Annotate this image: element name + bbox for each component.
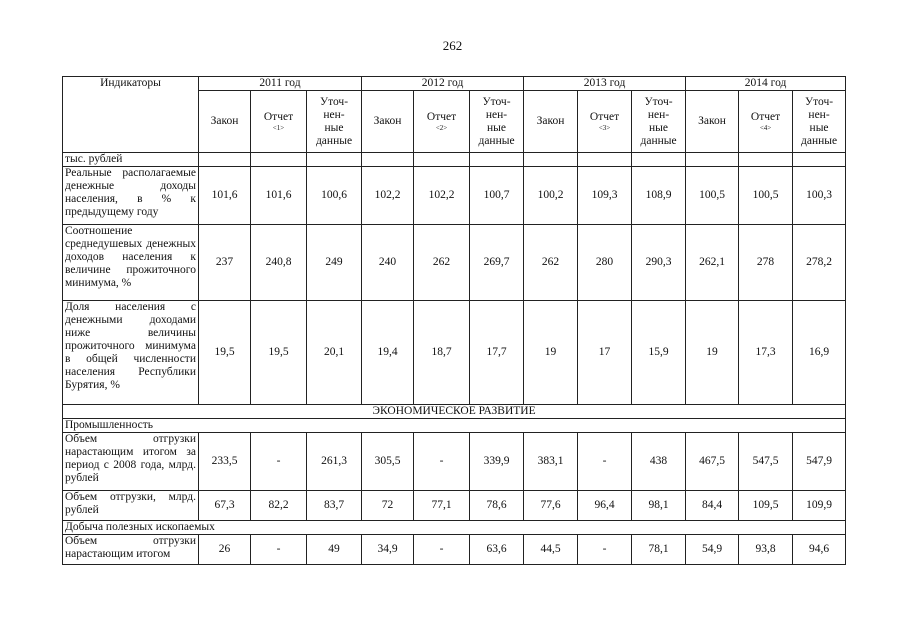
cell-value: 101,6: [199, 167, 251, 225]
cell-value: -: [578, 535, 632, 565]
cell-value: 19,5: [199, 301, 251, 405]
subsection-row: [63, 521, 846, 535]
cell-value: 100,2: [524, 167, 578, 225]
cell-value: 44,5: [524, 535, 578, 565]
row-label: Объем отгрузки нарастающим итогом за период с 2008 года, млрд. рублей: [63, 433, 199, 491]
cell-value: 261,3: [307, 433, 362, 491]
report-header: Отчет <3>: [578, 91, 632, 153]
cell-value: 438: [632, 433, 686, 491]
indicators-table: [62, 76, 846, 565]
row-label: Соотношение среднедушевых денежных доходов населения к величине прожиточного минимума, %: [63, 225, 199, 301]
cell-value: -: [251, 433, 307, 491]
cell-value: 262: [414, 225, 470, 301]
unit-label: тыс. рублей: [63, 153, 199, 167]
cell-value: 100,6: [307, 167, 362, 225]
cell-value: 240,8: [251, 225, 307, 301]
cell-value: 467,5: [686, 433, 739, 491]
refined-header: Уточ- нен- ные данные: [793, 91, 846, 153]
cell-value: 240: [362, 225, 414, 301]
cell-value: 249: [307, 225, 362, 301]
cell-value: 233,5: [199, 433, 251, 491]
cell-value: 100,5: [739, 167, 793, 225]
cell-value: 26: [199, 535, 251, 565]
cell-value: 108,9: [632, 167, 686, 225]
report-footnote: <1>: [272, 124, 285, 132]
cell-value: 19,4: [362, 301, 414, 405]
cell-value: 305,5: [362, 433, 414, 491]
cell-value: 17,7: [470, 301, 524, 405]
table-row: [63, 433, 846, 491]
cell-value: 339,9: [470, 433, 524, 491]
law-header: Закон: [362, 91, 414, 153]
cell-value: 82,2: [251, 491, 307, 521]
cell-value: 67,3: [199, 491, 251, 521]
law-header: Закон: [686, 91, 739, 153]
table-row: [63, 535, 846, 565]
cell-value: -: [578, 433, 632, 491]
indicator-header: Индикаторы: [63, 77, 199, 153]
cell-value: 290,3: [632, 225, 686, 301]
cell-value: 262,1: [686, 225, 739, 301]
row-label: Реальные располагаемые денежные доходы населения, в % к предыдущему году: [63, 167, 199, 225]
cell-value: 93,8: [739, 535, 793, 565]
cell-value: 18,7: [414, 301, 470, 405]
page-number: 262: [442, 38, 463, 53]
row-label: Объем отгрузки нарастающим итогом: [63, 535, 199, 565]
cell-value: 94,6: [793, 535, 846, 565]
cell-value: 109,5: [739, 491, 793, 521]
table-row: [63, 167, 846, 225]
unit-row: [63, 153, 846, 167]
cell-value: 100,7: [470, 167, 524, 225]
year-2011-header: 2011 год: [199, 77, 362, 91]
cell-value: 20,1: [307, 301, 362, 405]
report-header: Отчет <4>: [739, 91, 793, 153]
law-header: Закон: [524, 91, 578, 153]
refined-header: Уточ- нен- ные данные: [307, 91, 362, 153]
refined-header: Уточ- нен- ные данные: [632, 91, 686, 153]
cell-value: 54,9: [686, 535, 739, 565]
report-footnote: <2>: [435, 124, 448, 132]
cell-value: 77,6: [524, 491, 578, 521]
cell-value: 100,5: [686, 167, 739, 225]
cell-value: 78,6: [470, 491, 524, 521]
refined-header: Уточ- нен- ные данные: [470, 91, 524, 153]
cell-value: 72: [362, 491, 414, 521]
row-label: Доля населения с денежными доходами ниже величины прожиточного минимума в общей численности населения Республики Бурятия, %: [63, 301, 199, 405]
year-2013-header: 2013 год: [524, 77, 686, 91]
cell-value: 17: [578, 301, 632, 405]
cell-value: 237: [199, 225, 251, 301]
report-footnote: <4>: [759, 124, 772, 132]
cell-value: -: [414, 433, 470, 491]
cell-value: 84,4: [686, 491, 739, 521]
subsection-industry: Промышленность: [63, 419, 846, 433]
year-2012-header: 2012 год: [362, 77, 524, 91]
row-label: Объем отгрузки, млрд. рублей: [63, 491, 199, 521]
section-row: [63, 405, 846, 419]
subsection-row: [63, 419, 846, 433]
cell-value: 96,4: [578, 491, 632, 521]
cell-value: 100,3: [793, 167, 846, 225]
cell-value: 278: [739, 225, 793, 301]
table-row: [63, 301, 846, 405]
cell-value: -: [251, 535, 307, 565]
table-row: [63, 225, 846, 301]
cell-value: 63,6: [470, 535, 524, 565]
cell-value: 547,9: [793, 433, 846, 491]
year-header-row: [63, 77, 846, 91]
section-title: ЭКОНОМИЧЕСКОЕ РАЗВИТИЕ: [63, 405, 846, 419]
cell-value: 102,2: [362, 167, 414, 225]
law-header: Закон: [199, 91, 251, 153]
subsection-mining: Добыча полезных ископаемых: [63, 521, 846, 535]
cell-value: 101,6: [251, 167, 307, 225]
cell-value: 17,3: [739, 301, 793, 405]
cell-value: 383,1: [524, 433, 578, 491]
cell-value: 19: [686, 301, 739, 405]
cell-value: 15,9: [632, 301, 686, 405]
cell-value: 109,3: [578, 167, 632, 225]
cell-value: 78,1: [632, 535, 686, 565]
table-row: [63, 491, 846, 521]
cell-value: 83,7: [307, 491, 362, 521]
cell-value: 109,9: [793, 491, 846, 521]
report-header: Отчет <2>: [414, 91, 470, 153]
report-header: Отчет <1>: [251, 91, 307, 153]
cell-value: 16,9: [793, 301, 846, 405]
cell-value: 49: [307, 535, 362, 565]
cell-value: 262: [524, 225, 578, 301]
cell-value: 34,9: [362, 535, 414, 565]
cell-value: 19,5: [251, 301, 307, 405]
report-footnote: <3>: [598, 124, 611, 132]
cell-value: 547,5: [739, 433, 793, 491]
cell-value: 269,7: [470, 225, 524, 301]
cell-value: 102,2: [414, 167, 470, 225]
cell-value: 19: [524, 301, 578, 405]
year-2014-header: 2014 год: [686, 77, 846, 91]
cell-value: 278,2: [793, 225, 846, 301]
cell-value: 77,1: [414, 491, 470, 521]
cell-value: 98,1: [632, 491, 686, 521]
cell-value: -: [414, 535, 470, 565]
cell-value: 280: [578, 225, 632, 301]
